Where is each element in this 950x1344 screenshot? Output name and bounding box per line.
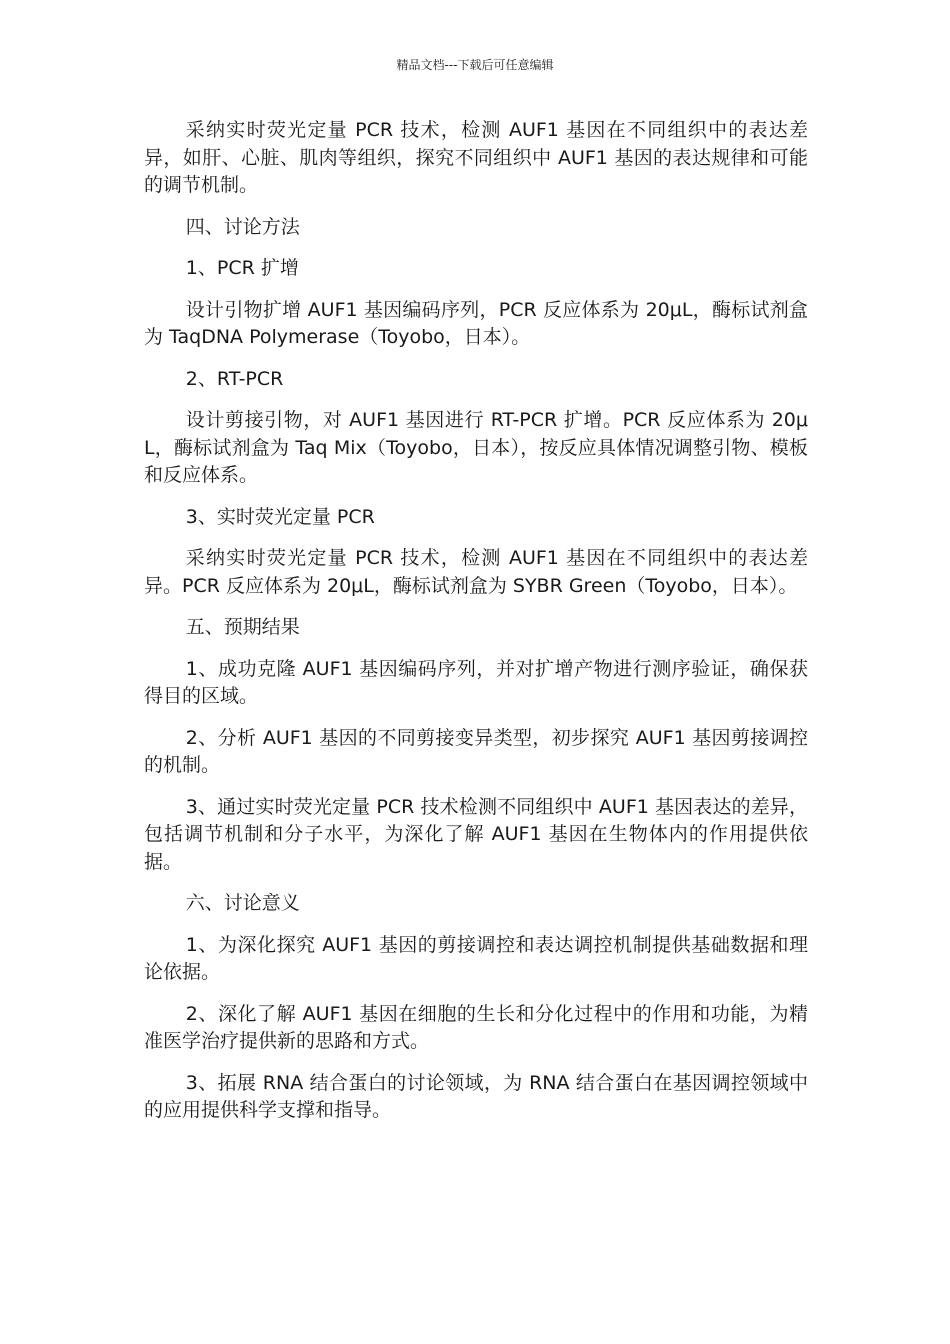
page-header: 精品文档---下载后可任意编辑 <box>396 58 554 72</box>
subheading-qpcr: 3、实时荧光定量 PCR <box>185 505 375 528</box>
subheading-pcr: 1、PCR 扩增 <box>185 257 299 279</box>
paragraph-rt-pcr: 设计剪接引物，对 AUF1 基因进行 RT-PCR 扩增。PCR 反应体系为 20μL，酶标试剂盒为 Taq Mix（Toyobo，日本），按反应具体情况调整引物、模板和反应体系。 <box>144 409 808 486</box>
section-heading-results: 五、预期结果 <box>185 616 300 638</box>
paragraph-result-3: 3、通过实时荧光定量 PCR 技术检测不同组织中 AUF1 基因表达的差异，包括调节机制和分子水平，为深化了解 AUF1 基因在生物体内的作用提供依据。 <box>144 795 808 873</box>
paragraph-significance-2: 2、深化了解 AUF1 基因在细胞的生长和分化过程中的作用和功能，为精准医学治疗提供新的思路和方式。 <box>144 1002 808 1052</box>
subheading-rt-pcr: 2、RT-PCR <box>185 367 284 390</box>
section-heading-methods: 四、讨论方法 <box>185 215 300 238</box>
paragraph-tissue-expression: 采纳实时荧光定量 PCR 技术，检测 AUF1 基因在不同组织中的表达差异，如肝、心脏、肌肉等组织，探究不同组织中 AUF1 基因的表达规律和可能的调节机制。 <box>144 119 808 196</box>
paragraph-result-2: 2、分析 AUF1 基因的不同剪接变异类型，初步探究 AUF1 基因剪接调控的机制。 <box>144 726 808 776</box>
section-heading-significance: 六、讨论意义 <box>185 892 300 914</box>
paragraph-significance-1: 1、为深化探究 AUF1 基因的剪接调控和表达调控机制提供基础数据和理论依据。 <box>144 933 808 983</box>
document-body <box>144 117 808 1139</box>
paragraph-pcr: 设计引物扩增 AUF1 基因编码序列，PCR 反应体系为 20μL，酶标试剂盒为 TaqDNA Polymerase（Toyobo，日本）。 <box>144 298 808 348</box>
paragraph-significance-3: 3、拓展 RNA 结合蛋白的讨论领域，为 RNA 结合蛋白在基因调控领域中的应用提供科学支撑和指导。 <box>144 1071 808 1121</box>
paragraph-result-1: 1、成功克隆 AUF1 基因编码序列，并对扩增产物进行测序验证，确保获得目的区域。 <box>144 657 808 707</box>
paragraph-qpcr: 采纳实时荧光定量 PCR 技术，检测 AUF1 基因在不同组织中的表达差异。PCR 反应体系为 20μL，酶标试剂盒为 SYBR Green（Toyobo，日本）。 <box>144 547 808 597</box>
